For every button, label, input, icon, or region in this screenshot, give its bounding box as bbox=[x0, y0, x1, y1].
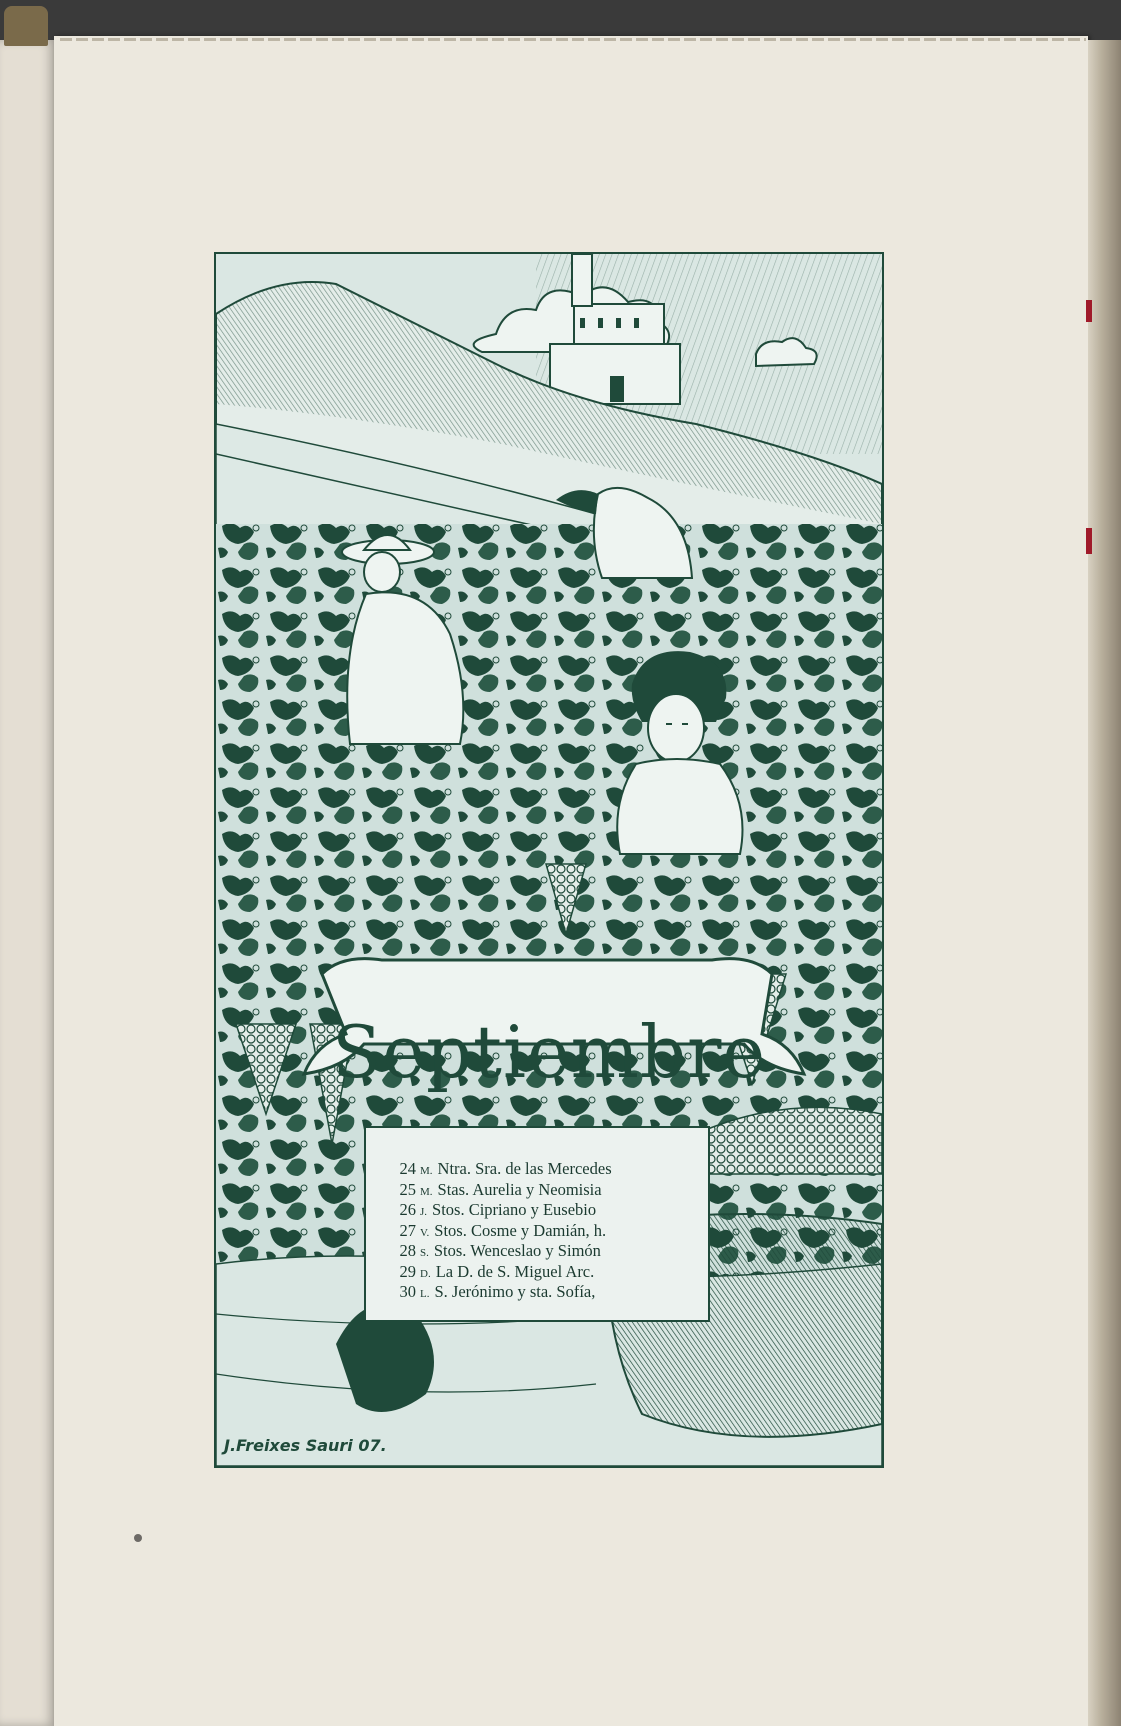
calendar-entry: 25 M. Stas. Aurelia y Neomisia bbox=[399, 1179, 602, 1199]
month-title: Septiembre bbox=[332, 1010, 766, 1094]
paper-spot bbox=[134, 1534, 142, 1542]
binding-clip bbox=[4, 6, 48, 46]
calendar-entry: 29 D. La D. de S. Miguel Arc. bbox=[399, 1261, 595, 1281]
calendar-entry: 28 S. Stos. Wenceslao y Simón bbox=[399, 1241, 601, 1260]
calendar-entry: 26 J. Stos. Cipriano y Eusebio bbox=[399, 1200, 597, 1219]
red-edge-mark bbox=[1086, 300, 1092, 322]
page-stack-edge bbox=[1088, 40, 1121, 1726]
calendar-box bbox=[364, 1126, 710, 1322]
left-page-edge bbox=[0, 40, 56, 1726]
page-top-rule bbox=[60, 38, 1086, 41]
calendar-entry: 30 L. S. Jerónimo y sta. Sofía, bbox=[399, 1282, 596, 1301]
calendar-entry: 27 V. Stos. Cosme y Damián, h. bbox=[399, 1220, 607, 1240]
calendar-entry: 24 M. Ntra. Sra. de las Mercedes bbox=[399, 1159, 612, 1178]
artist-signature: J.Freixes Sauri 07. bbox=[224, 1436, 387, 1455]
illustration-plate bbox=[214, 252, 884, 1468]
red-edge-mark bbox=[1086, 528, 1092, 554]
title-banner bbox=[332, 1002, 766, 1102]
